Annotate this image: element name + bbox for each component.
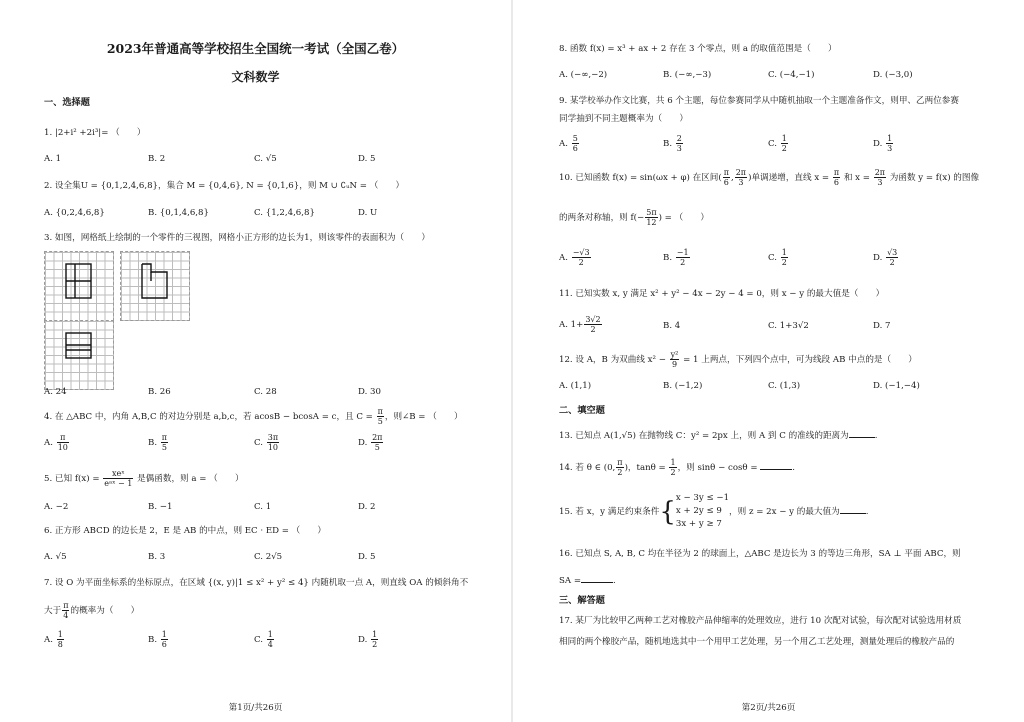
question-16-answer-blank[interactable]: [581, 573, 613, 583]
question-7-option-b[interactable]: B. $\frac{1}{6}$: [148, 630, 167, 649]
exam-subtitle: 文科数学: [231, 70, 280, 84]
question-2-option-b[interactable]: B. {0,1,4,6,8}: [148, 208, 209, 218]
question-11-option-a[interactable]: A. 1+ $\frac{3√2}{2}$: [559, 315, 601, 334]
three-view-top: [44, 320, 114, 390]
question-14-stem: 14. 若 θ ∈ (0, $\frac{\pi}{2}$ )，tanθ = $\frac{1}{2}$ ，则 sinθ − cosθ = .: [559, 458, 795, 477]
question-9-stem-line2: 同学抽到不同主题概率为（ ）: [559, 114, 688, 124]
question-6-option-c[interactable]: C. 2√5: [254, 552, 283, 562]
side-view-outline-icon: [121, 252, 189, 320]
constraint-3: 3x + y ≥ 7: [675, 519, 722, 529]
question-11-option-b[interactable]: B. 4: [663, 321, 681, 331]
question-8-option-c[interactable]: C. (−4,−1): [768, 70, 815, 80]
question-5-option-a[interactable]: A. −2: [44, 502, 69, 512]
question-10-option-a[interactable]: A. $\frac{-√3}{2}$: [559, 248, 590, 267]
question-8-option-d[interactable]: D. (−3,0): [873, 70, 913, 80]
question-17-stem-line2: 相同的两个橡胶产品，随机地选其中一个用甲工艺处理，另一个用乙工艺处理，测量处理后的橡胶产品的: [559, 637, 955, 647]
question-3-stem: 3. 如图，网格纸上绘制的一个零件的三视图，网格小正方形的边长为1，则该零件的表面积为（ ）: [44, 233, 430, 243]
question-4-stem: 4. 在 △ABC 中，内角 A,B,C 的对边分别是 a,b,c，若 acosB − bcosA = c，且 C = $\frac{\pi}{5}$ ，则∠B = （ ）: [44, 407, 463, 426]
question-1-option-c[interactable]: C. √5: [254, 154, 277, 164]
question-5-option-d[interactable]: D. 2: [358, 502, 376, 512]
question-8-option-b[interactable]: B. (−∞,−3): [663, 70, 712, 80]
question-8-option-a[interactable]: A. (−∞,−2): [559, 70, 608, 80]
question-5-option-b[interactable]: B. −1: [148, 502, 173, 512]
question-6-stem: 6. 正方形 ABCD 的边长是 2，E 是 AB 的中点，则 EC · ED = （ ）: [44, 526, 327, 536]
question-1-tail: = （ ）: [101, 128, 146, 138]
page-2-footer: 第2页/共26页: [741, 703, 796, 713]
question-7-option-d[interactable]: D. $\frac{1}{2}$: [358, 630, 378, 649]
question-3-option-b[interactable]: B. 26: [148, 387, 171, 397]
question-9-option-b[interactable]: B. $\frac{2}{3}$: [663, 134, 682, 153]
question-16-stem: 16. 已知点 S, A, B, C 均在半径为 2 的球面上，△ABC 是边长为 3 的等边三角形，SA ⊥ 平面 ABC，则: [559, 549, 961, 559]
question-10-stem: 10. 已知函数 f(x) = sin(ωx + φ) 在区间( $\frac{\pi}{6}$ , $\frac{2\pi}{3}$ )单调递增，直线 x = $\frac{\pi}{6}$ 和 x = $\frac{2\pi}{3}$ 为函数 y = f(x) 的图像: [559, 168, 980, 187]
question-12-option-a[interactable]: A. (1,1): [559, 381, 592, 391]
front-view-outline-icon: [45, 252, 113, 320]
question-1-number: 1.: [44, 128, 55, 138]
question-10-option-d[interactable]: D. $\frac{√3}{2}$: [873, 248, 898, 267]
question-6-option-b[interactable]: B. 3: [148, 552, 166, 562]
question-11-option-c[interactable]: C. 1+3√2: [768, 321, 809, 331]
question-9-option-a[interactable]: A. $\frac{5}{6}$: [559, 134, 578, 153]
question-10-option-b[interactable]: B. $\frac{-1}{2}$: [663, 248, 689, 267]
question-2-stem: 2. 设全集U = {0,1,2,4,6,8}，集合 M = {0,4,6}, N = {0,1,6}，则 M ∪ ∁ᵤN = （ ）: [44, 181, 405, 191]
question-4-option-d[interactable]: D. $\frac{2\pi}{5}$: [358, 433, 383, 452]
question-3-option-d[interactable]: D. 30: [358, 387, 381, 397]
question-10-stem-line2: 的两条对称轴，则 f(− $\frac{5\pi}{12}$ ) = （ ）: [559, 208, 709, 227]
question-7-stem-line2: 大于 $\frac{\pi}{4}$ 的概率为（ ）: [44, 601, 140, 620]
question-7-option-a[interactable]: A. $\frac{1}{8}$: [44, 630, 63, 649]
question-1-stem: [44, 127, 146, 139]
section-heading-fill: 二、填空题: [559, 405, 605, 416]
question-9-option-d[interactable]: D. $\frac{1}{3}$: [873, 134, 893, 153]
question-17-stem: 17. 某厂为比较甲乙两种工艺对橡胶产品伸缩率的处理效应，进行 10 次配对试验，每次配对试验选用材质: [559, 616, 962, 626]
system-brace: {: [659, 496, 676, 527]
question-1-option-d[interactable]: D. 5: [358, 154, 376, 164]
question-5-option-c[interactable]: C. 1: [254, 502, 272, 512]
section-heading-choice: 一、选择题: [44, 97, 90, 108]
question-4-option-c[interactable]: C. $\frac{3\pi}{10}$: [254, 433, 279, 452]
exam-title: 2023年普通高等学校招生全国统一考试（全国乙卷）: [106, 41, 405, 56]
question-11-stem: 11. 已知实数 x, y 满足 x² + y² − 4x − 2y − 4 = 0，则 x − y 的最大值是（ ）: [559, 289, 885, 299]
three-view-side: [120, 251, 190, 321]
question-16-stem-line2: SA = .: [559, 573, 616, 587]
constraint-1: x − 3y ≤ −1: [675, 493, 730, 503]
question-7-stem: 7. 设 O 为平面坐标系的坐标原点，在区域 {(x, y)|1 ≤ x² + y² ≤ 4} 内随机取一点 A，则直线 OA 的倾斜角不: [44, 578, 469, 588]
question-12-stem: 12. 设 A，B 为双曲线 x² − $\frac{\text{y²}}{9}$ = 1 上两点，下列四个点中，可为线段 AB 中点的是（ ）: [559, 350, 917, 369]
question-15-answer-blank[interactable]: [840, 504, 866, 514]
top-view-outline-icon: [45, 321, 113, 389]
question-10-option-c[interactable]: C. $\frac{1}{2}$: [768, 248, 787, 267]
question-5-stem: 5. 已知 f(x) = $\frac{\text{xeˣ}}{\text{eᵃˣ − 1}}$ 是偶函数，则 a = （ ）: [44, 469, 244, 488]
constraint-2: x + 2y ≤ 9: [675, 506, 722, 516]
question-1-option-b[interactable]: B. 2: [148, 154, 166, 164]
question-2-option-d[interactable]: D. U: [358, 208, 378, 218]
question-12-option-d[interactable]: D. (−1,−4): [873, 381, 920, 391]
question-1-expression: |2+i² +2i³|: [54, 128, 102, 138]
question-4-option-b[interactable]: B. $\frac{\pi}{5}$: [148, 433, 168, 452]
page-1-footer: 第1页/共26页: [228, 703, 283, 713]
section-heading-solve: 三、解答题: [559, 595, 605, 606]
three-view-front: [44, 251, 114, 321]
question-3-option-a[interactable]: A. 24: [44, 387, 67, 397]
page-2: [513, 0, 1024, 722]
question-7-option-c[interactable]: C. $\frac{1}{4}$: [254, 630, 273, 649]
question-15-stem: 15. 若 x，y 满足约束条件{ x − 3y ≤ −1 x + 2y ≤ 9 3x + y ≥ 7 ，则 z = 2x − y 的最大值为 .: [559, 493, 869, 529]
question-4-option-a[interactable]: A. $\frac{\pi}{10}$: [44, 433, 68, 452]
question-11-option-d[interactable]: D. 7: [873, 321, 891, 331]
question-6-option-d[interactable]: D. 5: [358, 552, 376, 562]
question-13-answer-blank[interactable]: [849, 428, 875, 438]
question-6-option-a[interactable]: A. √5: [44, 552, 67, 562]
question-1-option-a[interactable]: A. 1: [44, 154, 62, 164]
question-12-option-c[interactable]: C. (1,3): [768, 381, 801, 391]
page-1: [0, 0, 511, 722]
question-3-option-c[interactable]: C. 28: [254, 387, 277, 397]
question-9-option-c[interactable]: C. $\frac{1}{2}$: [768, 134, 787, 153]
question-13-stem: 13. 已知点 A(1,√5) 在抛物线 C：y² = 2px 上，则 A 到 C 的准线的距离为 .: [559, 428, 877, 442]
question-9-stem: 9. 某学校举办作文比赛，共 6 个主题，每位参赛同学从中随机抽取一个主题准备作文，则甲、乙两位参赛: [559, 96, 959, 106]
question-12-option-b[interactable]: B. (−1,2): [663, 381, 703, 391]
question-2-option-c[interactable]: C. {1,2,4,6,8}: [254, 208, 315, 218]
question-2-option-a[interactable]: A. {0,2,4,6,8}: [44, 208, 105, 218]
question-8-stem: 8. 函数 f(x) = x³ + ax + 2 存在 3 个零点，则 a 的取值范围是（ ）: [559, 44, 837, 54]
question-14-answer-blank[interactable]: [760, 460, 792, 470]
